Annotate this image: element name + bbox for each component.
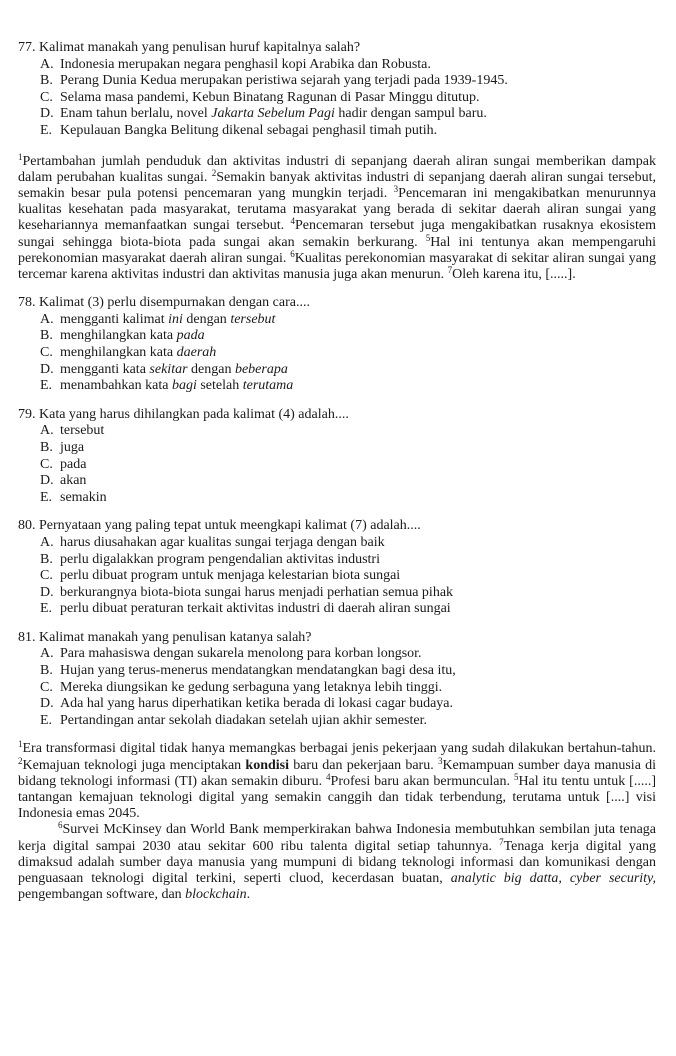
- option-letter: A.: [40, 56, 54, 72]
- option-letter: A.: [40, 534, 54, 550]
- option-letter: D.: [40, 696, 54, 712]
- sentence-number: 1: [18, 739, 23, 750]
- question-stem: 80. Pernyataan yang paling tepat untuk meengkapi kalimat (7) adalah....: [18, 518, 421, 534]
- option-text: mengganti kata: [60, 361, 150, 377]
- option-italic-text: daerah: [176, 344, 217, 360]
- sentence-number: 4: [290, 216, 296, 227]
- question-stem: 79. Kata yang harus dihilangkan pada kalimat (4) adalah....: [18, 406, 349, 422]
- option-letter: B.: [40, 551, 53, 567]
- sentence: Tenaga kerja digital yang dimaksud adalah sumber daya manusia yang mumpuni di bidang teknologi informasi dan komunikasi dengan penguasaan teknologi digital terkini, seperti cluod, kecerdasan buatan,: [18, 838, 656, 887]
- sentence-number: 5: [513, 771, 519, 782]
- passage-paragraph: [18, 151, 657, 284]
- option-text: Pertandingan antar sekolah diadakan setelah ujian akhir semester.: [60, 712, 427, 728]
- option-text: perlu dibuat peraturan terkait aktivitas industri di daerah aliran sungai: [60, 601, 451, 617]
- italic-term: analytic big datta, cyber security,: [450, 871, 656, 887]
- option-letter: B.: [40, 439, 53, 455]
- options-list: [18, 423, 656, 506]
- option-text: mengganti kalimat: [60, 311, 169, 327]
- option-letter: D.: [40, 584, 54, 600]
- option-text: Indonesia merupakan negara penghasil kopi Arabika dan Robusta.: [60, 56, 431, 72]
- passage-paragraph: [18, 741, 656, 822]
- sentence: baru dan pekerjaan baru.: [289, 757, 438, 773]
- sentence: Survei McKinsey dan World Bank memperkirakan bahwa Indonesia membutuhkan sembilan juta tenaga kerja digital sampai 2030 atau sekitar 600 ribu talenta digital setiap tahunnya.: [18, 822, 656, 854]
- option-letter: A.: [40, 646, 54, 662]
- option-c[interactable]: [40, 345, 656, 362]
- option-letter: D.: [40, 106, 54, 122]
- option-b[interactable]: [40, 73, 656, 90]
- sentence: pengembangan software, dan: [18, 887, 186, 903]
- sentence: Era transformasi digital tidak hanya memangkas berbagai jenis pekerjaan yang sudah dilakukan bertahun-tahun.: [22, 741, 656, 757]
- option-text: perlu digalakkan program pengendalian aktivitas industri: [60, 551, 380, 567]
- option-italic-text: pada: [176, 328, 205, 344]
- option-text: harus diusahakan agar kualitas sungai terjaga dengan baik: [60, 534, 385, 550]
- option-letter: C.: [40, 568, 53, 584]
- sentence: Profesi baru akan bermunculan.: [330, 773, 514, 789]
- reading-passage-2: [18, 741, 656, 903]
- option-text: perlu dibuat program untuk menjaga kelestarian biota sungai: [60, 568, 401, 584]
- option-a[interactable]: [40, 57, 656, 74]
- option-letter: B.: [40, 328, 53, 344]
- option-d[interactable]: [40, 473, 656, 490]
- question-stem: 81. Kalimat manakah yang penulisan katanya salah?: [18, 629, 312, 645]
- options-list: [18, 312, 656, 395]
- option-letter: E.: [40, 122, 53, 138]
- option-text: Ada hal yang harus diperhatikan ketika berada di lokasi cagar budaya.: [60, 696, 454, 712]
- sentence: .: [246, 887, 251, 903]
- option-text: pada: [60, 456, 87, 472]
- sentence: Kualitas perekonomian masyarakat di sekitar aliran sungai yang tercemar karena aktivitas industri dan aktivitas manusia juga akan menurun.: [18, 250, 656, 282]
- option-text: juga: [60, 439, 85, 455]
- question-stem: 77. Kalimat manakah yang penulisan huruf kapitalnya salah?: [18, 40, 361, 55]
- sentence-number: 3: [437, 755, 443, 766]
- option-text: tersebut: [60, 423, 105, 439]
- option-text: Para mahasiswa dengan sukarela menolong para korban longsor.: [60, 646, 422, 662]
- question-80: [18, 518, 656, 618]
- option-text: akan: [60, 473, 87, 489]
- option-b[interactable]: [40, 440, 656, 457]
- option-text: dengan: [187, 361, 235, 377]
- sentence: Hal ini tentunya akan mempengaruhi perekonomian masyarakat daerah aliran sungai.: [18, 234, 656, 266]
- sentence-number: 7: [447, 264, 453, 275]
- sentence: Pertambahan jumlah penduduk dan aktivitas industri di sepanjang daerah aliran sungai memberikan dampak dalam perubahan kualitas sungai.: [18, 153, 656, 185]
- option-text: Enam tahun berlalu, novel: [60, 106, 212, 122]
- option-b[interactable]: [40, 663, 656, 680]
- option-letter: E.: [40, 489, 53, 505]
- option-c[interactable]: [40, 680, 656, 697]
- option-a[interactable]: [40, 423, 656, 440]
- option-text: Perang Dunia Kedua merupakan peristiwa sejarah yang terjadi pada 1939-1945.: [60, 73, 508, 89]
- question-81: [18, 630, 656, 730]
- sentence-number: 2: [211, 167, 217, 178]
- option-d[interactable]: [40, 362, 656, 379]
- options-list: [18, 646, 656, 729]
- option-letter: C.: [40, 456, 53, 472]
- question-77: [18, 40, 656, 140]
- option-text: Selama masa pandemi, Kebun Binatang Ragunan di Pasar Minggu ditutup.: [60, 89, 480, 105]
- option-b[interactable]: [40, 328, 656, 345]
- reading-passage-1: [18, 151, 657, 284]
- options-list: [18, 535, 656, 618]
- sentence-number: 6: [58, 820, 63, 831]
- options-list: [18, 57, 656, 140]
- italic-term: blockchain: [185, 887, 247, 903]
- option-letter: E.: [40, 378, 53, 394]
- option-d[interactable]: [40, 696, 656, 713]
- sentence: Kemajuan teknologi juga menciptakan: [22, 757, 246, 773]
- option-a[interactable]: [40, 312, 656, 329]
- option-letter: C.: [40, 344, 53, 360]
- option-letter: C.: [40, 679, 53, 695]
- question-stem: 78. Kalimat (3) perlu disempurnakan dengan cara....: [18, 295, 310, 311]
- bold-word: kondisi: [245, 757, 289, 773]
- sentence: Pencemaran ini mengakibatkan menurunnya kualitas kesehatan pada masyarakat, terutama masyarakat yang berada di sekitar daerah aliran sungai yang kesehariannya memanfaatkan sungai tersebut.: [18, 185, 656, 234]
- option-e[interactable]: [40, 713, 656, 730]
- option-letter: D.: [40, 473, 54, 489]
- option-a[interactable]: [40, 535, 656, 552]
- option-d[interactable]: [40, 106, 656, 123]
- option-letter: D.: [40, 361, 54, 377]
- option-italic-text: sekitar: [149, 361, 188, 377]
- option-italic-text: beberapa: [234, 361, 288, 377]
- option-e[interactable]: [40, 490, 656, 507]
- option-letter: B.: [40, 663, 53, 679]
- option-text: hadir dengan sampul baru.: [334, 106, 487, 122]
- option-c[interactable]: [40, 457, 656, 474]
- option-text: Kepulauan Bangka Belitung dikenal sebagai penghasil timah putih.: [60, 122, 438, 138]
- question-78: [18, 295, 656, 395]
- option-a[interactable]: [40, 646, 656, 663]
- sentence-number: 4: [326, 771, 331, 782]
- option-letter: A.: [40, 311, 54, 327]
- option-letter: A.: [40, 423, 54, 439]
- sentence: Hal itu tentu untuk [.....] tantangan kemajuan teknologi digital yang semakin canggih dan tidak terbendung, terutama untuk [....] visi Indonesia emas 2045.: [18, 773, 656, 822]
- option-e[interactable]: [40, 601, 656, 618]
- option-text: menghilangkan kata: [60, 344, 177, 360]
- option-italic-text: ini: [168, 311, 183, 327]
- sentence-number: 2: [18, 755, 23, 766]
- option-c[interactable]: [40, 568, 656, 585]
- option-italic-text: bagi: [171, 378, 197, 394]
- option-italic-text: tersebut: [230, 311, 276, 327]
- option-letter: B.: [40, 73, 53, 89]
- option-text: berkurangnya biota-biota sungai harus menjadi perhatian semua pihak: [60, 584, 454, 600]
- option-italic-text: terutama: [242, 378, 294, 394]
- sentence: Semakin banyak aktivitas industri di sepanjang daerah aliran sungai tersebut, semakin besar pula potensi pencemaran yang mungkin terjadi.: [18, 169, 657, 201]
- sentence: Pencemaran tersebut juga mengakibatkan rusaknya ekosistem sungai sehingga biota-biota pada sungai akan semakin berkurang.: [18, 218, 656, 250]
- sentence-number: 6: [290, 248, 295, 259]
- option-letter: C.: [40, 89, 53, 105]
- option-text: semakin: [60, 489, 107, 505]
- option-d[interactable]: [40, 585, 656, 602]
- option-e[interactable]: [40, 378, 656, 395]
- sentence-number: 3: [393, 183, 399, 194]
- option-text: dengan: [182, 311, 231, 327]
- option-text: Mereka diungsikan ke gedung serbaguna yang letaknya lebih tinggi.: [60, 679, 443, 695]
- option-text: menghilangkan kata: [60, 328, 177, 344]
- sentence: Kemampuan sumber daya manusia di bidang teknologi informasi (TI) akan semakin diburu.: [18, 757, 657, 789]
- sentence-number: 5: [425, 232, 431, 243]
- option-text: setelah: [196, 378, 243, 394]
- sentence-number: 7: [499, 836, 504, 847]
- option-italic-text: Jakarta Sebelum Pagi: [211, 106, 335, 122]
- option-e[interactable]: [40, 123, 656, 140]
- sentence: Oleh karena itu, [.....].: [452, 266, 576, 282]
- sentence-number: 1: [18, 151, 23, 162]
- option-letter: E.: [40, 712, 53, 728]
- question-79: [18, 407, 656, 507]
- option-b[interactable]: [40, 552, 656, 569]
- passage-paragraph: [18, 822, 656, 903]
- option-c[interactable]: [40, 90, 656, 107]
- option-text: menambahkan kata: [60, 378, 172, 394]
- option-text: Hujan yang terus-menerus mendatangkan mendatangkan bagi desa itu,: [60, 663, 456, 679]
- option-letter: E.: [40, 601, 53, 617]
